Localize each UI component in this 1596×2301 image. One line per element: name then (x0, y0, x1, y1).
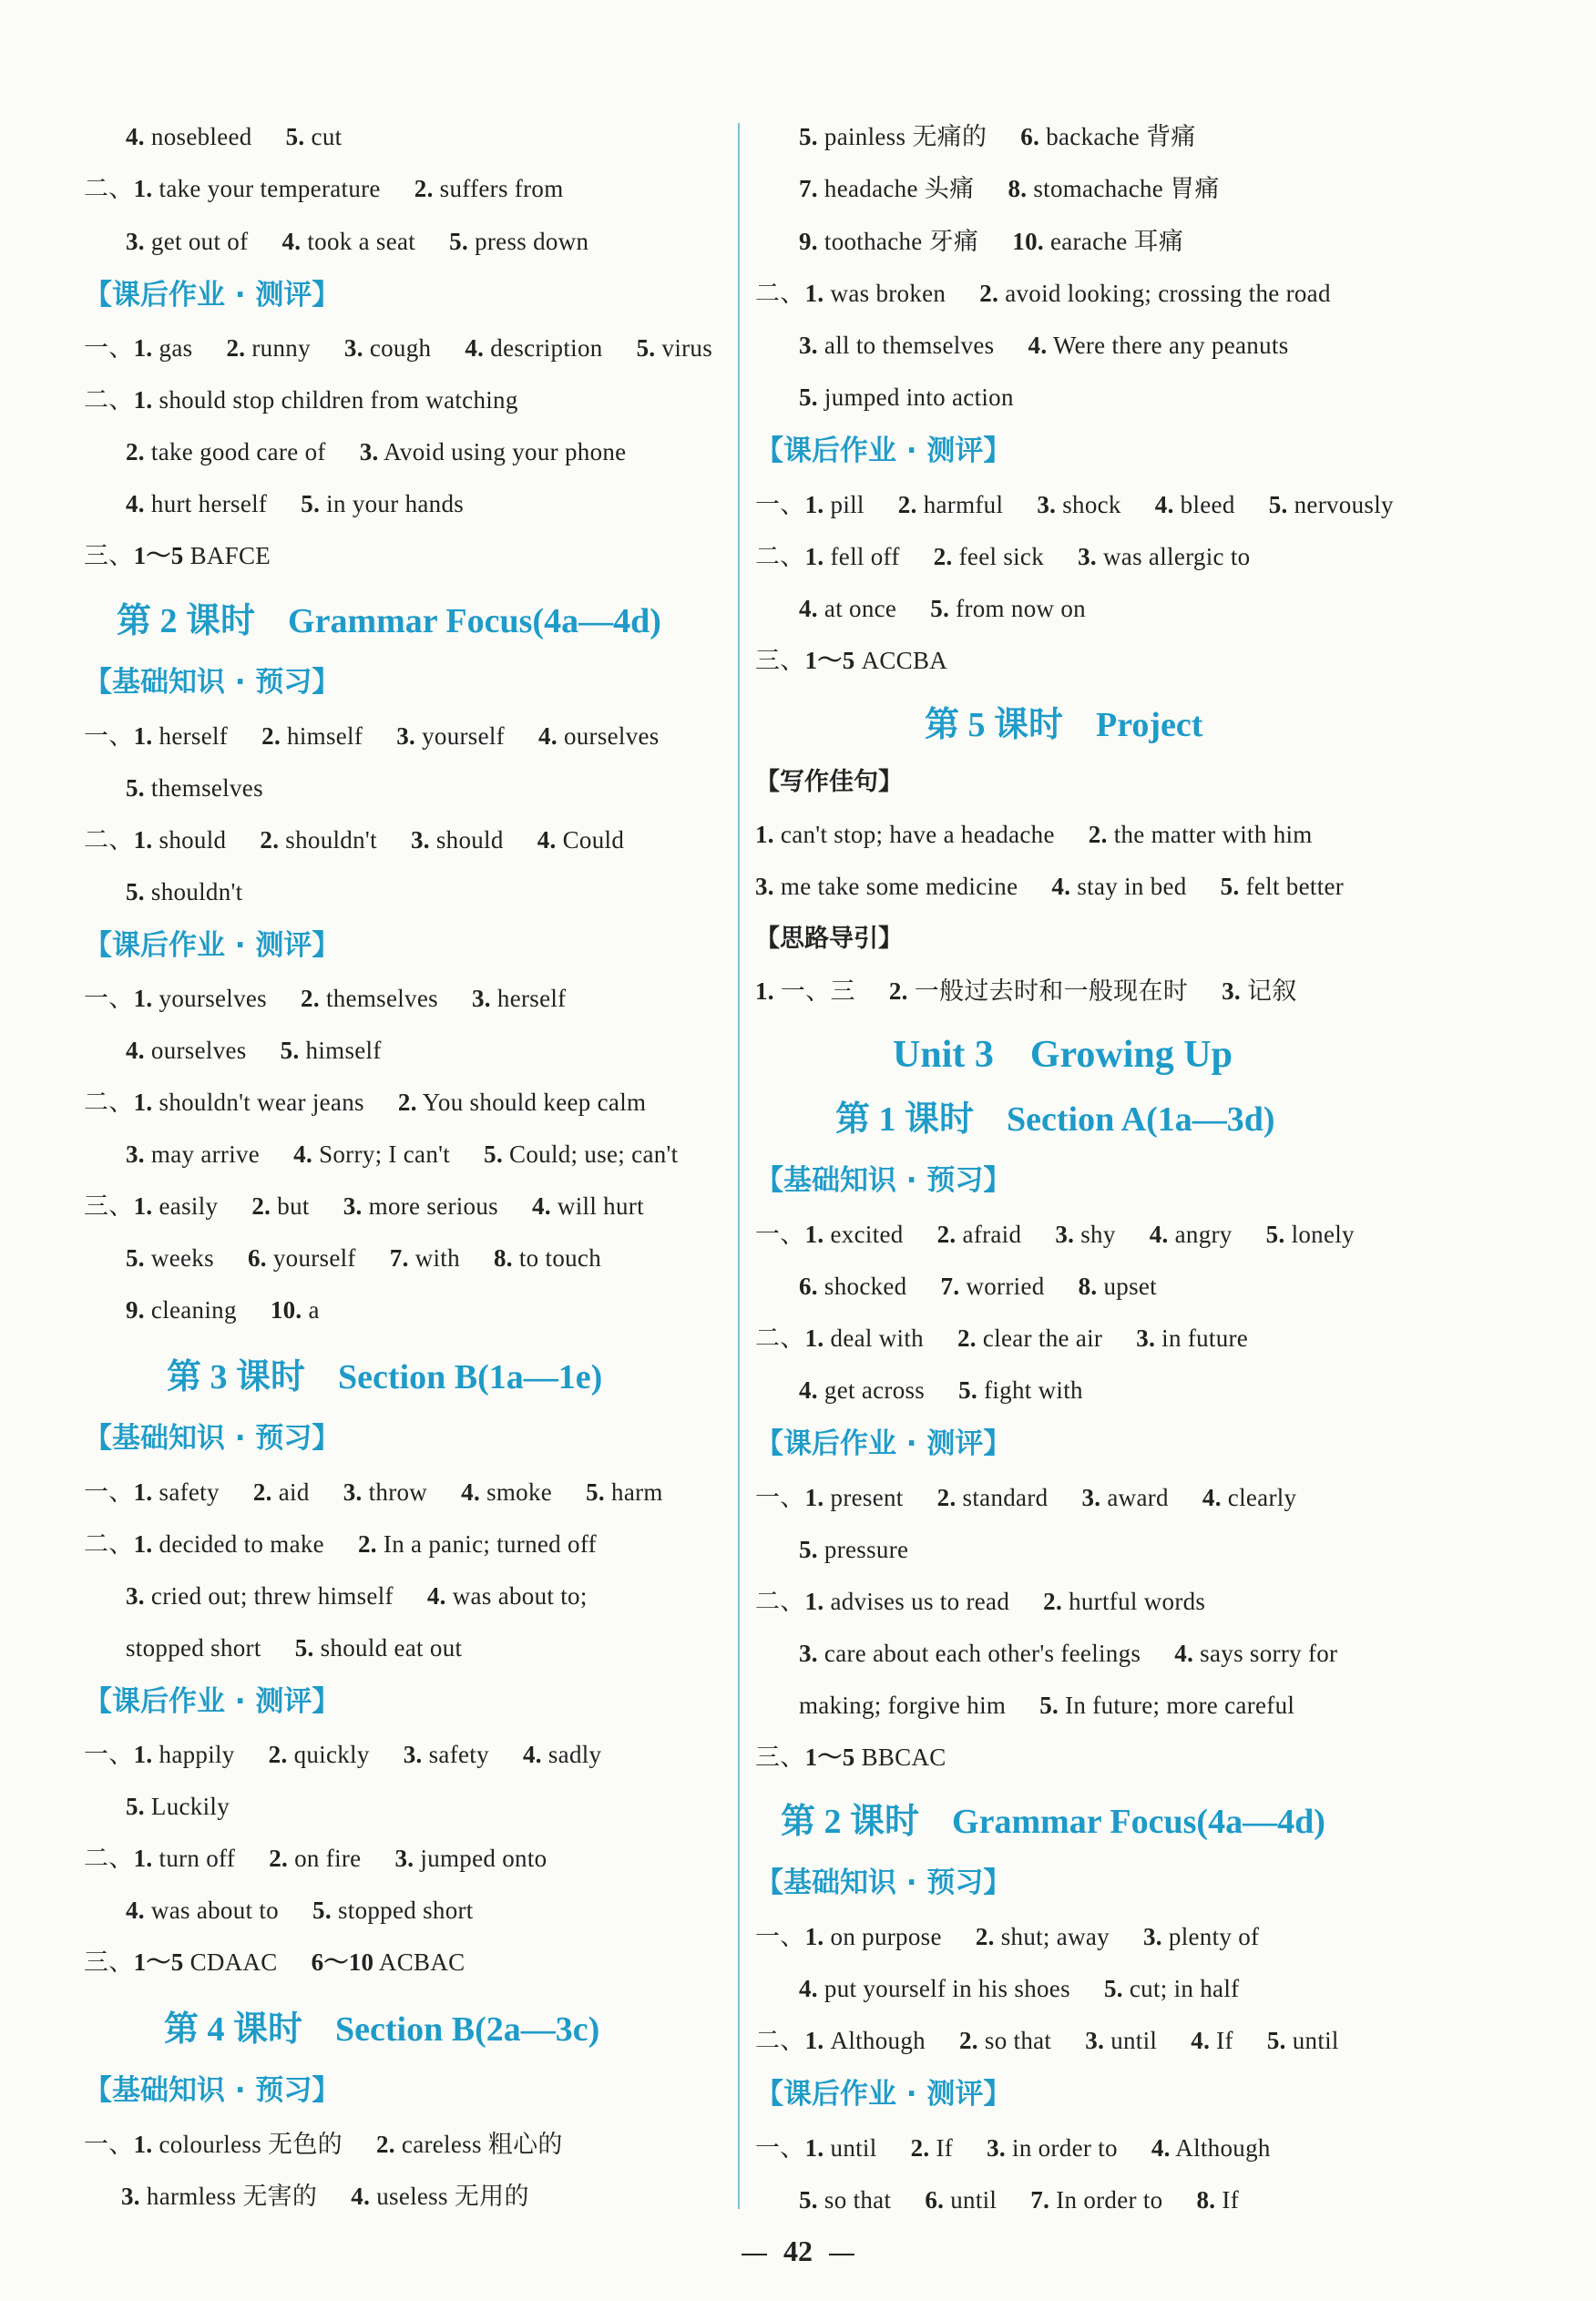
answer-line: 1. 一、三 2. 一般过去时和一般现在时 3. 记叙 (755, 977, 1297, 1005)
answer-line: 6. shocked 7. worried 8. upset (799, 1273, 1157, 1300)
answer-line: 4. hurt herself 5. in your hands (126, 490, 465, 517)
lesson-number: 第 3 课时 (167, 1358, 306, 1396)
section-label: 【课后作业 · 测评】 (84, 929, 341, 962)
lesson-title: Project (1096, 706, 1203, 744)
lesson-heading (167, 1354, 602, 1401)
answer-line: 三、1～5 ACCBA (755, 647, 948, 674)
answer-line: 3. me take some medicine 4. stay in bed 5. felt better (755, 873, 1345, 900)
answer-line: 一、1. gas 2. runny 3. cough 4. description 5. virus (84, 334, 713, 362)
answer-line: 二、1. was broken 2. avoid looking; crossing the road (755, 280, 1331, 307)
answer-line: 9. cleaning 10. a (126, 1296, 320, 1324)
section-label: 【基础知识 · 预习】 (84, 2074, 341, 2107)
answer-line: 二、1. should 2. shouldn't 3. should 4. Could (84, 826, 625, 854)
section-label: 【基础知识 · 预习】 (755, 1164, 1012, 1197)
section-label: 【课后作业 · 测评】 (755, 1427, 1012, 1460)
answer-line: 5. themselves (126, 774, 263, 802)
answer-line: 二、1. fell off 2. feel sick 3. was allergic to (755, 543, 1251, 570)
answer-line: 4. get across 5. fight with (799, 1376, 1083, 1404)
answer-line: 二、1. Although 2. so that 3. until 4. If 5. until (755, 2027, 1339, 2054)
lesson-title: Section A(1a—3d) (1007, 1100, 1275, 1139)
answer-line: 一、1. pill 2. harmful 3. shock 4. bleed 5. nervously (755, 491, 1394, 518)
lesson-title: Section B(2a—3c) (335, 2010, 600, 2049)
lesson-number: 第 1 课时 (835, 1100, 975, 1139)
lesson-number: Unit 3 (893, 1034, 994, 1076)
answer-line: 一、1. present 2. standard 3. award 4. clearly (755, 1484, 1297, 1511)
answer-line: 2. take good care of 3. Avoid using your phone (126, 438, 627, 465)
answer-line: 一、1. safety 2. aid 3. throw 4. smoke 5. harm (84, 1478, 663, 1506)
lesson-heading (781, 1798, 1325, 1846)
answer-line: 一、1. colourless 无色的 2. careless 粗心的 (84, 2131, 563, 2158)
answer-line: 一、1. excited 2. afraid 3. shy 4. angry 5. lonely (755, 1221, 1355, 1248)
answer-line: 一、1. herself 2. himself 3. yourself 4. ourselves (84, 722, 660, 750)
answer-line: 5. weeks 6. yourself 7. with 8. to touch (126, 1244, 601, 1272)
subsection-label: 【写作佳句】 (755, 768, 903, 795)
answer-line: 3. harmless 无害的 4. useless 无用的 (121, 2183, 529, 2210)
answer-line: 5. so that 6. until 7. In order to 8. If (799, 2186, 1239, 2214)
section-label: 【课后作业 · 测评】 (84, 279, 341, 312)
answer-line: 三、1～5 BAFCE (84, 542, 271, 569)
lesson-title: Growing Up (1029, 1034, 1233, 1076)
answer-line: 4. at once 5. from now on (799, 595, 1086, 622)
answer-line: 二、1. shouldn't wear jeans 2. You should keep calm (84, 1089, 647, 1116)
page-number: 42 (0, 2235, 1596, 2268)
answer-line: 一、1. happily 2. quickly 3. safety 4. sadly (84, 1741, 602, 1768)
subsection-label: 【思路导引】 (755, 925, 903, 952)
answer-line: 5. shouldn't (126, 878, 243, 905)
answer-line: 三、1～5 CDAAC 6～10 ACBAC (84, 1948, 466, 1976)
lesson-heading (164, 2006, 599, 2053)
answer-line: 5. pressure (799, 1536, 909, 1563)
answer-line: 5. jumped into action (799, 384, 1014, 411)
answer-line: 3. care about each other's feelings 4. says sorry for (799, 1640, 1338, 1667)
answer-line: 二、1. should stop children from watching (84, 386, 518, 414)
lesson-number: 第 5 课时 (925, 706, 1064, 744)
answer-line: 3. all to themselves 4. Were there any peanuts (799, 332, 1289, 359)
answer-line: 一、1. until 2. If 3. in order to 4. Although (755, 2134, 1271, 2162)
answer-line: 3. cried out; threw himself 4. was about to; (126, 1582, 588, 1610)
answer-line: 7. headache 头痛 8. stomachache 胃痛 (799, 175, 1220, 202)
answer-line: 二、1. take your temperature 2. suffers from (84, 175, 564, 202)
section-label: 【课后作业 · 测评】 (755, 2078, 1012, 2111)
section-label: 【课后作业 · 测评】 (84, 1685, 341, 1718)
section-label: 【基础知识 · 预习】 (755, 1866, 1012, 1899)
answer-line: 二、1. deal with 2. clear the air 3. in future (755, 1324, 1249, 1352)
answer-line: 4. ourselves 5. himself (126, 1037, 382, 1064)
section-label: 【基础知识 · 预习】 (84, 1422, 341, 1455)
lesson-title: Grammar Focus(4a—4d) (288, 602, 661, 640)
answer-line: 5. painless 无痛的 6. backache 背痛 (799, 123, 1196, 150)
answer-line: 1. can't stop; have a headache 2. the matter with him (755, 821, 1313, 848)
answer-line: making; forgive him 5. In future; more careful (799, 1692, 1295, 1719)
answer-line: 二、1. turn off 2. on fire 3. jumped onto (84, 1845, 547, 1872)
answer-line: 3. get out of 4. took a seat 5. press down (126, 228, 589, 255)
answer-line: 4. put yourself in his shoes 5. cut; in half (799, 1975, 1240, 2002)
lesson-heading (925, 701, 1202, 749)
answer-line: 一、1. yourselves 2. themselves 3. herself (84, 985, 567, 1012)
lesson-number: 第 2 课时 (781, 1803, 920, 1841)
section-label: 【课后作业 · 测评】 (755, 435, 1012, 467)
lesson-title: Grammar Focus(4a—4d) (952, 1803, 1325, 1841)
unit-heading (893, 1029, 1233, 1080)
answer-line: 三、1～5 BBCAC (755, 1744, 946, 1771)
lesson-heading (835, 1096, 1275, 1143)
answer-line: 4. nosebleed 5. cut (126, 123, 343, 150)
section-label: 【基础知识 · 预习】 (84, 666, 341, 699)
lesson-heading (117, 598, 661, 645)
lesson-title: Section B(1a—1e) (338, 1358, 603, 1396)
answer-line: 二、1. advises us to read 2. hurtful words (755, 1588, 1206, 1615)
column-divider (738, 123, 740, 2209)
answer-line: 三、1. easily 2. but 3. more serious 4. will hurt (84, 1192, 644, 1220)
answer-line: 5. Luckily (126, 1793, 230, 1820)
answer-line: stopped short 5. should eat out (126, 1634, 463, 1662)
answer-line: 4. was about to 5. stopped short (126, 1897, 474, 1924)
answer-line: 9. toothache 牙痛 10. earache 耳痛 (799, 228, 1184, 255)
lesson-number: 第 2 课时 (117, 602, 256, 640)
answer-line: 二、1. decided to make 2. In a panic; turned off (84, 1530, 597, 1558)
answer-line: 一、1. on purpose 2. shut; away 3. plenty of (755, 1923, 1260, 1950)
lesson-number: 第 4 课时 (164, 2010, 303, 2049)
answer-line: 3. may arrive 4. Sorry; I can't 5. Could; use; can't (126, 1140, 679, 1168)
